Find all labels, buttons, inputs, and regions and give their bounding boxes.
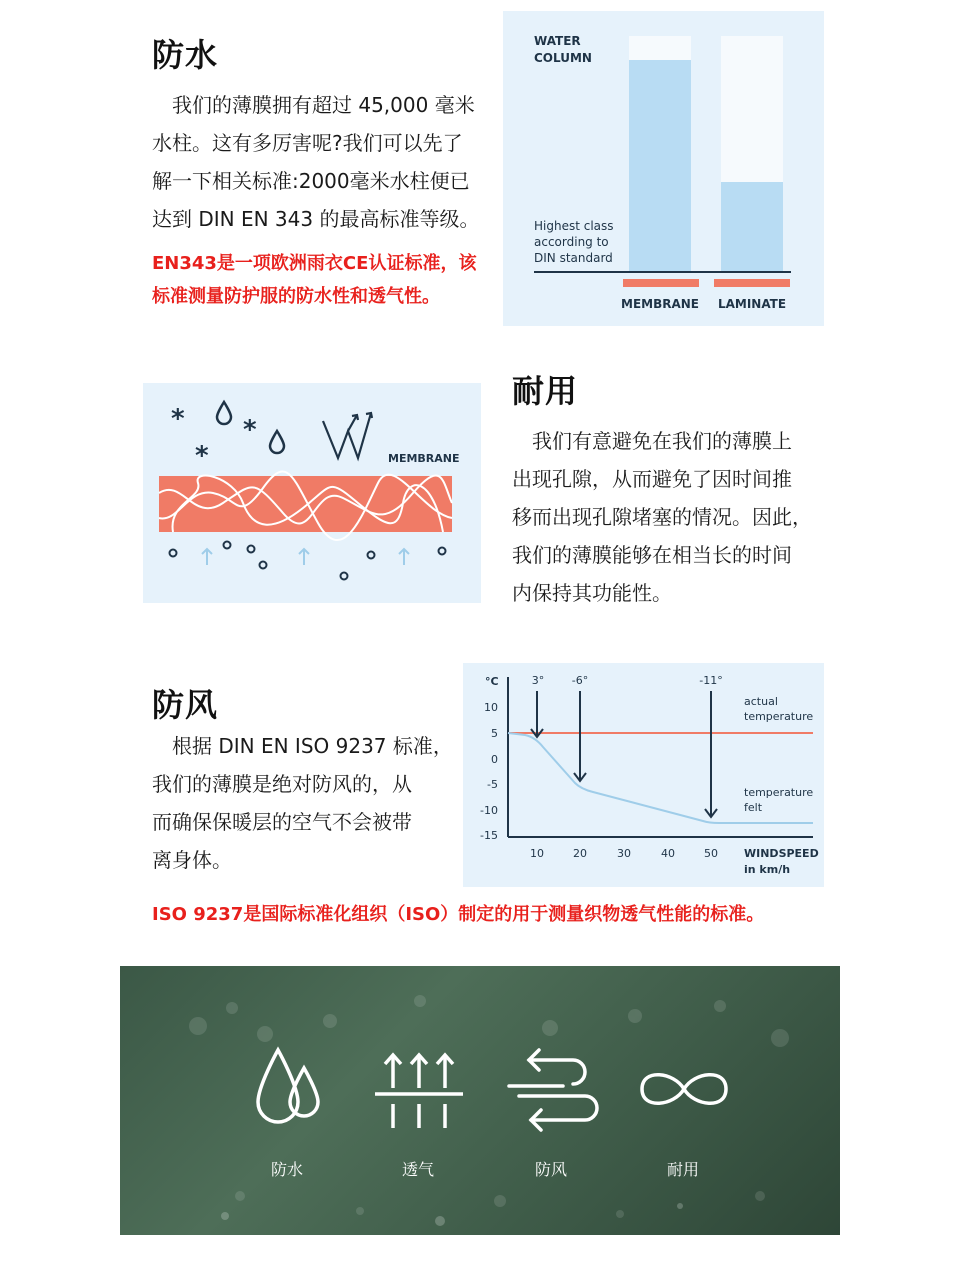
highest-class-line1: Highest class xyxy=(534,219,614,233)
paragraph-line: 我们的薄膜能够在相当长的时间 xyxy=(512,543,792,567)
felt-label-1: temperature xyxy=(744,786,814,799)
snow-icon: * xyxy=(243,415,257,445)
snow-icon: * xyxy=(195,441,209,471)
x-tick-label: 50 xyxy=(704,847,718,860)
feature-banner xyxy=(120,966,840,1235)
paragraph-line: 而确保保暖层的空气不会被带 xyxy=(152,810,412,834)
water-drop-icon xyxy=(217,402,231,424)
windproof-paragraph xyxy=(152,727,462,879)
durable-paragraph xyxy=(512,422,832,612)
note-line: EN343是一项欧洲雨衣CE认证标准，该 xyxy=(152,253,477,274)
section-title-durable: 耐用 xyxy=(512,372,579,410)
paragraph-line: 内保持其功能性。 xyxy=(512,581,672,605)
banner-background xyxy=(120,966,840,1235)
snow-icon: * xyxy=(171,404,185,434)
paragraph-line: 达到 DIN EN 343 的最高标准等级。 xyxy=(152,207,480,231)
membrane-bar xyxy=(629,60,691,272)
highest-class-line3: DIN standard xyxy=(534,251,613,265)
laminate-bar-top xyxy=(721,36,783,182)
arrow-label: 3° xyxy=(531,674,545,687)
membrane-bar-top xyxy=(629,36,691,60)
wind-arrows-icon xyxy=(505,1046,600,1136)
water-drops-icon xyxy=(250,1046,325,1136)
membrane-illustration xyxy=(143,383,481,603)
feature-label-breathable: 透气 xyxy=(401,1160,434,1179)
iso9237-note: ISO 9237是国际标准化组织（ISO）制定的用于测量织物透气性能的标准。 xyxy=(152,904,765,925)
actual-label-2: temperature xyxy=(744,710,814,723)
membrane-label-2: MEMBRANE xyxy=(388,452,460,465)
paragraph-line: 我们的薄膜拥有超过 45,000 毫米 xyxy=(172,93,475,117)
feature-label-windproof: 防风 xyxy=(534,1160,567,1179)
x-tick-label: 10 xyxy=(530,847,544,860)
en343-note xyxy=(152,247,497,313)
arrow-label: -11° xyxy=(699,674,723,687)
y-tick-label: -10 xyxy=(480,804,498,817)
water-column-svg xyxy=(503,11,824,326)
breathable-arrows-icon xyxy=(375,1050,465,1130)
vapor-arrows-icon xyxy=(323,413,372,458)
y-title-line1: WATER xyxy=(534,34,581,48)
x-tick-label: 40 xyxy=(661,847,675,860)
membrane-base xyxy=(623,279,699,287)
arrow-icons xyxy=(531,691,717,817)
paragraph-line: 水柱。这有多厉害呢?我们可以先了 xyxy=(152,131,463,155)
feature-label-waterproof: 防水 xyxy=(270,1160,303,1179)
waterproof-paragraph xyxy=(152,86,497,238)
paragraph-line: 出现孔隙，从而避免了因时间推 xyxy=(512,467,792,491)
y-tick-label: 5 xyxy=(491,727,498,740)
windchill-chart xyxy=(463,663,824,887)
x-title-line2: in km/h xyxy=(744,863,791,876)
membrane-illustration-svg xyxy=(143,383,481,603)
section-title-windproof: 防风 xyxy=(152,686,219,724)
feature-label-durable: 耐用 xyxy=(666,1160,699,1179)
paragraph-line: 解一下相关标准:2000毫米水柱便已 xyxy=(152,169,470,193)
water-drop-icon xyxy=(270,431,284,453)
membrane-label: MEMBRANE xyxy=(621,297,699,311)
y-tick-label: -5 xyxy=(487,778,498,791)
laminate-label: LAMINATE xyxy=(717,297,787,311)
felt-label-2: felt xyxy=(744,801,763,814)
windchill-svg xyxy=(463,663,824,887)
arrow-label: -6° xyxy=(571,674,589,687)
membrane-band xyxy=(159,476,452,532)
infinity-icon xyxy=(636,1062,732,1116)
note-line: 标准测量防护服的防水性和透气性。 xyxy=(152,286,440,307)
y-unit-label: °C xyxy=(485,675,499,688)
laminate-bar xyxy=(721,182,783,272)
x-tick-label: 30 xyxy=(617,847,631,860)
y-tick-label: 10 xyxy=(484,701,498,714)
felt-temperature-line xyxy=(508,733,813,823)
y-tick-label: -15 xyxy=(480,829,498,842)
laminate-base xyxy=(714,279,790,287)
section-title-waterproof: 防水 xyxy=(152,36,219,74)
paragraph-line: 离身体。 xyxy=(152,848,232,872)
paragraph-line: 我们的薄膜是绝对防风的，从 xyxy=(152,772,412,796)
paragraph-line: 根据 DIN EN ISO 9237 标准， xyxy=(172,734,453,758)
y-tick-label: 0 xyxy=(491,753,498,766)
highest-class-line2: according to xyxy=(534,235,609,249)
paragraph-line: 移而出现孔隙堵塞的情况。因此， xyxy=(512,505,812,529)
x-title-line1: WINDSPEED xyxy=(744,847,819,860)
up-arrows xyxy=(202,549,409,565)
paragraph-line: 我们有意避免在我们的薄膜上 xyxy=(532,429,792,453)
actual-label-1: actual xyxy=(744,695,778,708)
x-tick-label: 20 xyxy=(573,847,587,860)
water-column-chart xyxy=(503,11,824,326)
y-title-line2: COLUMN xyxy=(534,51,592,65)
